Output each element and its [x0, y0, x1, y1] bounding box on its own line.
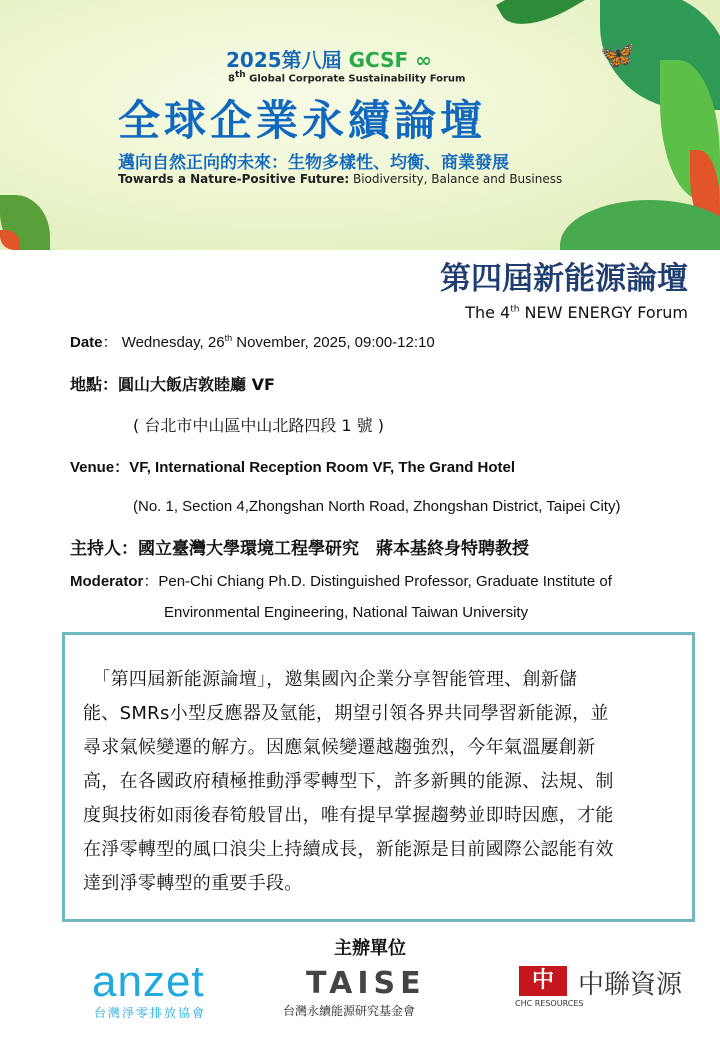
leaf-decoration: [496, 0, 594, 40]
organizer-label: 主辦單位: [334, 938, 406, 959]
description-line: 高，在各國政府積極推動淨零轉型下，許多新興的能源、法規、制: [83, 771, 614, 792]
description-text: [83, 663, 614, 901]
theme-en-rest: Biodiversity, Balance and Business: [349, 172, 563, 186]
location-row: [70, 372, 275, 395]
description-line: 達到淨零轉型的重要手段。: [83, 873, 303, 894]
chc-emblem-icon: 中: [519, 966, 567, 996]
banner-theme-zh: 邁向自然正向的未來：生物多樣性、均衡、商業發展: [118, 153, 509, 173]
description-line: 能、SMRs小型反應器及氫能，期望引領各界共同學習新能源，並: [83, 703, 609, 724]
anzet-logo-subtitle: 台灣淨零排放協會: [94, 1006, 207, 1020]
leaf-decoration: [560, 200, 720, 250]
venue-label: Venue：: [70, 459, 130, 476]
chc-logo-name: 中聯資源: [578, 970, 683, 1000]
ordinal-suffix: th: [234, 70, 246, 80]
moderator-label: Moderator: [70, 573, 144, 590]
host-label: 主持人：: [70, 539, 138, 559]
banner-edition: [226, 44, 432, 73]
description-line: 「第四屆新能源論壇」，邀集國內企業分享智能管理、創新儲: [83, 669, 578, 690]
host-row: [70, 534, 529, 559]
taise-logo-subtitle: 台灣永續能源研究基金會: [283, 1004, 416, 1018]
date-pre: Wednesday, 26: [121, 334, 225, 351]
description-line: 在淨零轉型的風口浪尖上持續成長，新能源是目前國際公認能有效: [83, 839, 614, 860]
description-line: 尋求氣候變遷的解方。因應氣候變遷越趨強烈，今年氣溫屢創新: [83, 737, 596, 758]
address-en: (No. 1, Section 4,Zhongshan North Road, Zhongshan District, Taipei City): [133, 498, 621, 515]
description-line: 度與技術如雨後春筍般冒出，唯有提早掌握趨勢並即時因應，才能: [83, 805, 614, 826]
venue-row: [70, 456, 515, 477]
butterfly-icon: 🦋: [600, 38, 635, 71]
banner-gcsf: GCSF: [348, 48, 409, 72]
location-value: 圓山大飯店敦睦廳 VF: [118, 375, 275, 394]
address-zh: ( 台北市中山區中山北路四段 1 號 ): [133, 416, 385, 435]
date-label: Date: [70, 334, 103, 351]
date-post: November, 2025, 09:00-12:10: [232, 334, 435, 351]
chc-logo-en: CHC RESOURCES: [515, 999, 584, 1008]
host-value: 國立臺灣大學環境工程學研究 蔣本基終身特聘教授: [138, 539, 529, 559]
ordinal: 8: [228, 73, 235, 85]
page-title: 第四屆新能源論壇: [440, 261, 688, 297]
date-row: [70, 331, 435, 352]
banner-main-title: 全球企業永續論壇: [118, 96, 487, 145]
moderator-row: [70, 570, 612, 591]
date-sup: th: [224, 333, 233, 343]
venue-value: VF, International Reception Room VF, The Grand Hotel: [129, 459, 516, 476]
theme-en-bold: Towards a Nature-Positive Future:: [118, 172, 350, 186]
banner-forum-en: [228, 70, 465, 84]
moderator-line1: ：Pen-Chi Chiang Ph.D. Distinguished Professor, Graduate Institute of: [143, 573, 612, 590]
location-label: 地點：: [70, 375, 119, 394]
moderator-line2: Environmental Engineering, National Taiwan University: [164, 604, 529, 621]
anzet-logo: anzet: [92, 957, 205, 1006]
banner-year: 2025第八屆: [226, 48, 342, 72]
gcsf-loop-icon: ∞: [408, 48, 432, 72]
taise-logo: TAISE: [306, 966, 426, 1001]
date-sep: ：: [102, 334, 118, 351]
page-subtitle: [465, 303, 688, 322]
subtitle-pre: The 4: [465, 303, 511, 322]
description-box: [62, 632, 695, 922]
subtitle-post: NEW ENERGY Forum: [519, 303, 688, 322]
banner-theme-en: [118, 172, 562, 186]
subtitle-sup: th: [510, 304, 520, 315]
forum-en-name: Global Corporate Sustainability Forum: [249, 73, 466, 85]
forum-banner: [0, 0, 720, 250]
